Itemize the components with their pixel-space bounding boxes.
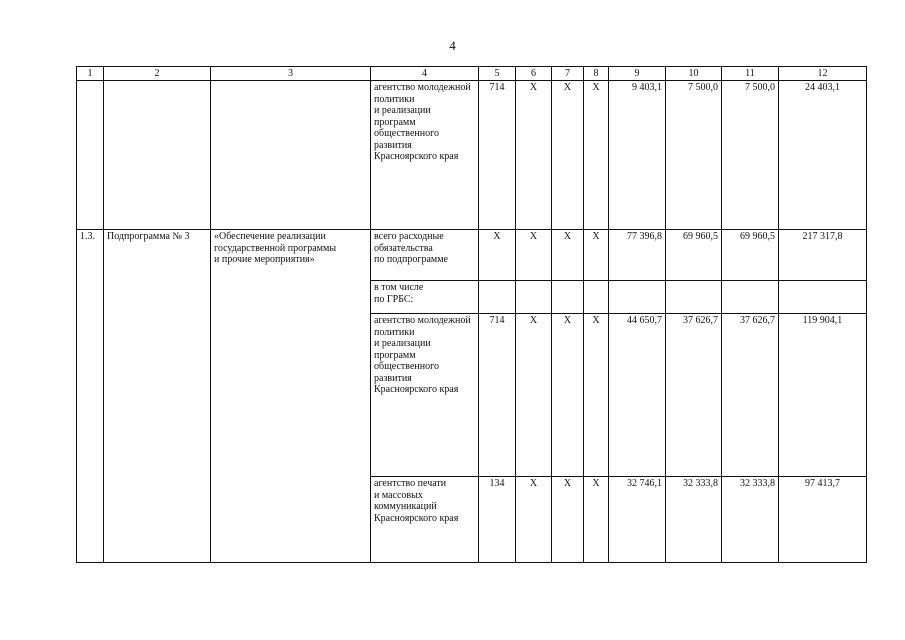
amount-cell: 7 500,0 (666, 81, 722, 230)
header-cell: 1 (77, 67, 104, 81)
x-cell: X (552, 81, 584, 230)
table-cell (77, 81, 104, 230)
table-cell (211, 81, 371, 230)
recipient-cell: агентство печати и массовых коммуникаций Красноярского края (371, 477, 479, 563)
x-cell: X (552, 477, 584, 563)
x-cell: X (479, 230, 516, 281)
total-cell: 24 403,1 (779, 81, 867, 230)
page-number: 4 (449, 38, 456, 53)
x-cell: X (552, 314, 584, 477)
header-cell: 10 (666, 67, 722, 81)
table-cell (722, 281, 779, 314)
amount-cell: 69 960,5 (722, 230, 779, 281)
recipient-cell: в том числе по ГРБС: (371, 281, 479, 314)
header-cell: 7 (552, 67, 584, 81)
total-cell: 119 904,1 (779, 314, 867, 477)
amount-cell: 37 626,7 (666, 314, 722, 477)
amount-cell: 77 396,8 (609, 230, 666, 281)
header-cell: 2 (104, 67, 211, 81)
total-cell: 217 317,8 (779, 230, 867, 281)
amount-cell: 32 746,1 (609, 477, 666, 563)
total-cell: 97 413,7 (779, 477, 867, 563)
x-cell: X (516, 314, 552, 477)
subprogram-title-cell: «Обеспечение реализации государственной программы и прочие мероприятия» (211, 230, 371, 563)
table-row (77, 230, 867, 281)
header-cell: 5 (479, 67, 516, 81)
amount-cell: 37 626,7 (722, 314, 779, 477)
recipient-cell: агентство молодежной политики и реализации программ общественного развития Красноярского края (371, 81, 479, 230)
amount-cell: 32 333,8 (722, 477, 779, 563)
x-cell: X (584, 477, 609, 563)
header-cell: 12 (779, 67, 867, 81)
subprogram-cell: Подпрограмма № 3 (104, 230, 211, 563)
recipient-cell: агентство молодежной политики и реализации программ общественного развития Красноярского края (371, 314, 479, 477)
header-cell: 6 (516, 67, 552, 81)
table-cell (779, 281, 867, 314)
index-cell: 1.3. (77, 230, 104, 563)
amount-cell: 32 333,8 (666, 477, 722, 563)
x-cell: X (516, 230, 552, 281)
header-row (77, 67, 867, 81)
code-cell: 714 (479, 314, 516, 477)
x-cell: X (552, 230, 584, 281)
header-cell: 3 (211, 67, 371, 81)
header-cell: 11 (722, 67, 779, 81)
table-cell (104, 81, 211, 230)
header-cell: 9 (609, 67, 666, 81)
amount-cell: 7 500,0 (722, 81, 779, 230)
table-cell (479, 281, 516, 314)
table-cell (609, 281, 666, 314)
recipient-cell: всего расходные обязательства по подпрограмме (371, 230, 479, 281)
table-cell (584, 281, 609, 314)
budget-table (76, 66, 867, 563)
table-cell (666, 281, 722, 314)
x-cell: X (516, 81, 552, 230)
amount-cell: 69 960,5 (666, 230, 722, 281)
code-cell: 134 (479, 477, 516, 563)
table-row (77, 81, 867, 230)
header-cell: 4 (371, 67, 479, 81)
x-cell: X (584, 314, 609, 477)
amount-cell: 9 403,1 (609, 81, 666, 230)
header-cell: 8 (584, 67, 609, 81)
x-cell: X (516, 477, 552, 563)
table-cell (552, 281, 584, 314)
table-cell (516, 281, 552, 314)
x-cell: X (584, 81, 609, 230)
x-cell: X (584, 230, 609, 281)
amount-cell: 44 650,7 (609, 314, 666, 477)
code-cell: 714 (479, 81, 516, 230)
